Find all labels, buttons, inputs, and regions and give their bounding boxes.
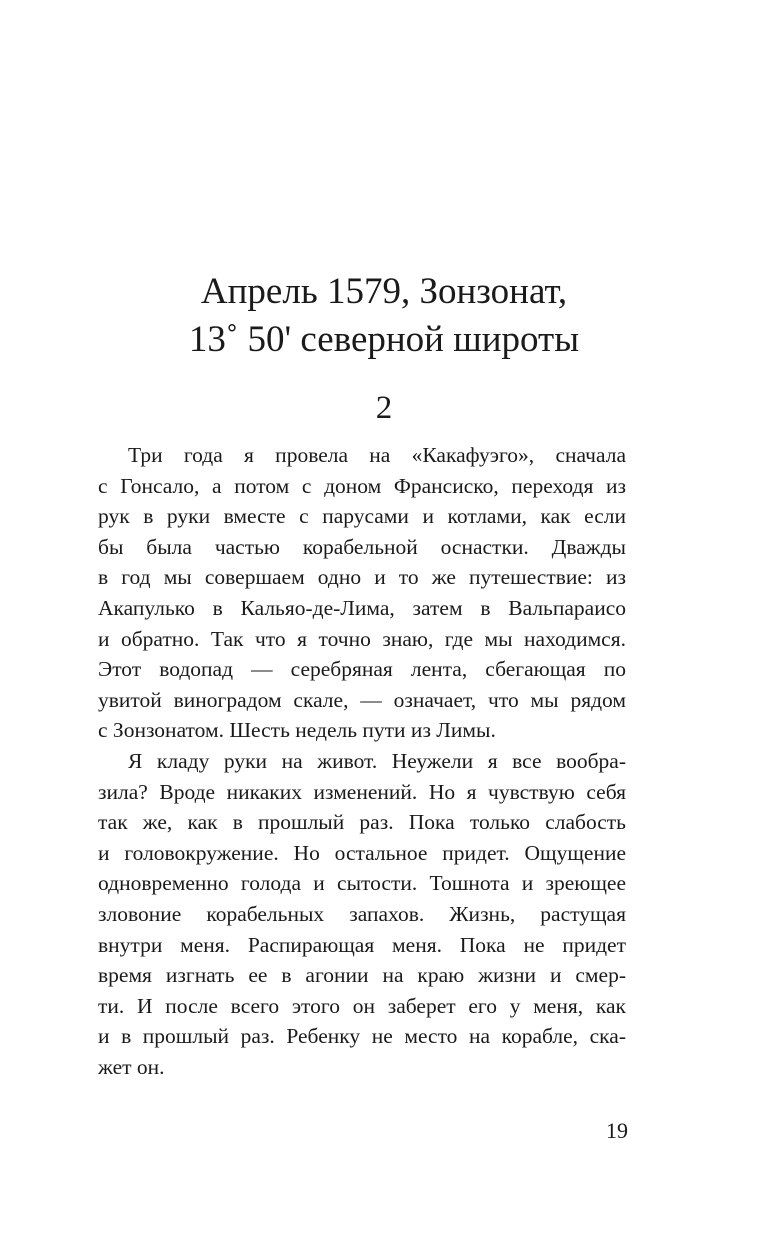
text-line: в год мы совершаем одно и то же путешествие: из (98, 565, 626, 590)
text-line: и головокружение. Но остальное придет. Ощущение (98, 840, 626, 865)
text-line: рук в руки вместе с парусами и котлами, как если (98, 504, 626, 529)
chapter-title-line-2: 13˚ 50' северной широты (188, 319, 580, 360)
text-line: Я кладу руки на живот. Неужели я все вообра- (128, 748, 626, 773)
text-line: так же, как в прошлый раз. Пока только слабость (98, 810, 626, 835)
text-line: Акапулько в Кальяо-де-Лима, затем в Вальпараисо (98, 595, 626, 620)
text-line: время изгнать ее в агонии на краю жизни и смер- (98, 963, 626, 988)
text-line: Три года я провела на «Какафуэго», сначала (128, 443, 626, 467)
text-line: жет он. (98, 1054, 165, 1079)
chapter-number: 2 (375, 390, 393, 426)
text-line: и обратно. Так что я точно знаю, где мы находимся. (98, 626, 626, 651)
text-line: Этот водопад — серебряная лента, сбегающая по (98, 657, 626, 682)
chapter-title-line-1: Апрель 1579, Зонзонат, (200, 271, 568, 312)
text-line: бы была частью корабельной оснастки. Дважды (98, 534, 626, 559)
paragraph-1 (98, 440, 626, 746)
paragraph-2 (98, 746, 626, 1083)
page-number: 19 (606, 1118, 628, 1143)
text-line: с Гонсало, а потом с доном Франсиско, переходя из (98, 473, 626, 498)
text-line: и в прошлый раз. Ребенку не место на корабле, ска- (98, 1024, 626, 1049)
text-line: внутри меня. Распирающая меня. Пока не придет (98, 932, 626, 957)
text-line: одновременно голода и сытости. Тошнота и зреющее (98, 871, 626, 896)
text-line: зила? Вроде никаких изменений. Но я чувствую себя (98, 779, 626, 804)
text-line: ти. И после всего этого он заберет его у меня, как (98, 993, 626, 1018)
body-text (98, 440, 626, 1082)
text-line: с Зонзонатом. Шесть недель пути из Лимы. (98, 718, 496, 743)
chapter-title (100, 268, 668, 364)
text-line: зловоние корабельных запахов. Жизнь, растущая (98, 901, 626, 926)
text-line: увитой виноградом скале, — означает, что мы рядом (98, 687, 626, 712)
